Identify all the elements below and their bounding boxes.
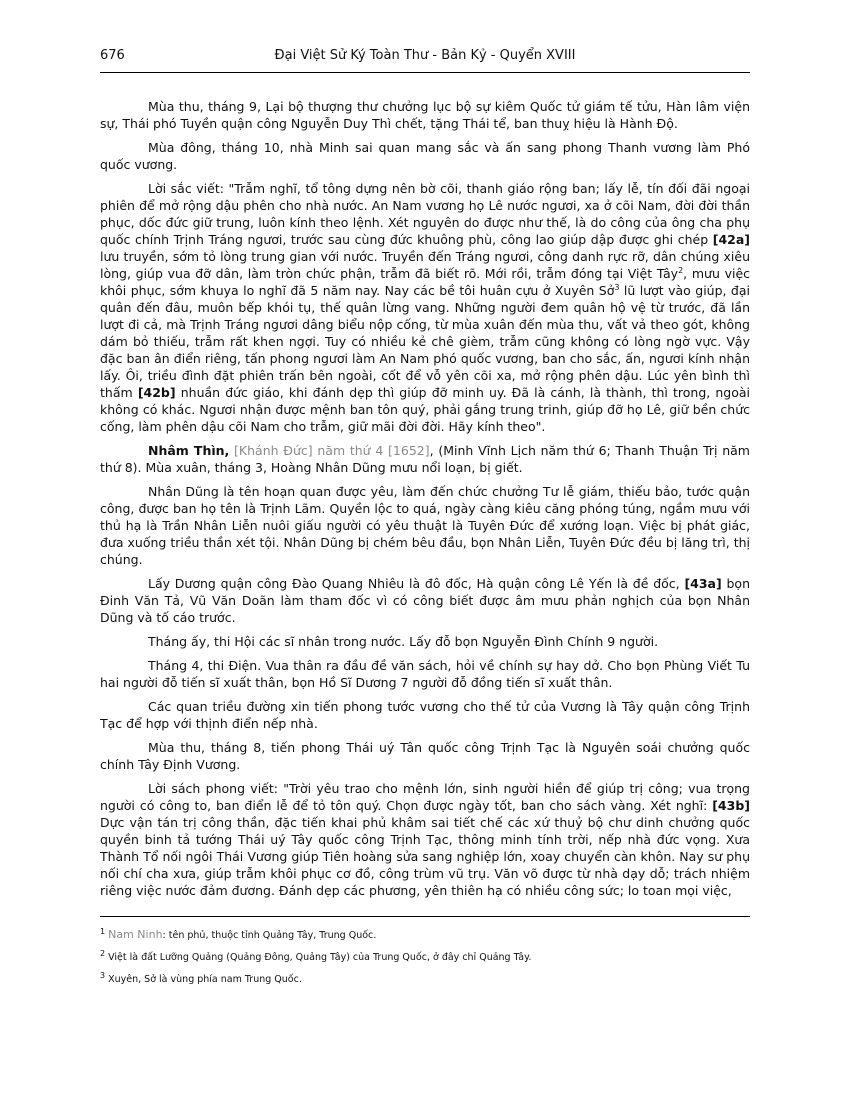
footnotes	[100, 928, 750, 995]
paragraph: Tháng 4, thi Điện. Vua thân ra đầu đề văn sách, hỏi về chính sự hay dở. Cho bọn Phùng Viết Tu hai người đỗ tiến sĩ xuất thân, bọn Hồ Sĩ Dương 7 người đỗ đồng tiến sĩ xuất thân.	[100, 658, 750, 690]
paragraph: Các quan triều đường xin tiến phong tước vương cho thế tử của Vương là Tây quận công Trịnh Tạc để hợp với thịnh điển nếp nhà.	[100, 699, 750, 731]
paragraph-edict: Lời sắc viết: "Trẫm nghĩ, tổ tông dựng nên bờ cõi, thanh giáo rộng ban; lấy lễ, tín đối đãi ngoại phiên để mở rộng dậu phên cho nhà nước. An Nam vương họ Lê nước ngươi, xa ở cõi Nam, đời đời thần phục, dốc đức giữ trung, luôn kính theo lệnh. Xét nguyên do được như thế, là do công của ông cha phụ quốc chính Trịnh Tráng ngươi, trước sau cùng đức khuông phù, công lao giúp dập được ghi chép [42a] lưu truyền, sớm tỏ lòng trung gian với nước. Truyền đến Tráng ngươi, công danh rực rỡ, dân chúng xiêu lòng, giúp vua đỡ dân, làm tròn chức phận, trẫm đã biết rõ. Mới rồi, trẫm đóng tại Việt Tây$^2$, mưu việc khôi phục, sớm khuya lo nghĩ đã 5 năm nay. Nay các bề tôi huân cựu ở Xuyên Sở$^3$ lũ lượt vào giúp, đại quân đến đâu, muôn bếp khói tụ, thế quân lừng vang. Những người đem quân hộ vệ từ trước, đã lần lượt đi cả, mà Trịnh Tráng ngươi dâng biểu nộp cống, từ mùa xuân đến mùa thu, vất vả theo gót, không dám bỏ thiếu, trẫm rất khen ngợi. Tuy có nhiều kẻ chê gièm, trẫm cũng không có lòng ngờ vực. Vậy đặc ban ân điển riêng, tấn phong ngươi làm An Nam phó quốc vương, ban cho sắc, ấn, ngươi kính nhận lấy. Ôi, triều đình đặt phiên trấn bên ngoài, cốt để vỗ yên cõi xa, mở rộng phên dậu. Lúc yên bình thì thấm [42b] nhuần đức giáo, khi đánh dẹp thì giúp đỡ minh uy. Đã là cánh, là thành, thì trong, ngoài không có khác. Ngươi nhận được mệnh ban tôn quý, phải gắng trung trinh, giúp đỡ họ Lê, giữ bền chức cống, làm phên dậu cõi Nam cho trẫm, giữ mãi đời đời. Hãy kính theo".	[100, 181, 751, 434]
paragraph-year-entry: Nhâm Thìn, [Khánh Đức] năm thứ 4 [1652], (Minh Vĩnh Lịch năm thứ 6; Thanh Thuận Trị năm thứ 8). Mùa xuân, tháng 3, Hoàng Nhân Dũng mưu nổi loạn, bị giết.	[100, 443, 750, 475]
footnote-1: $^1$ Nam Ninh: tên phủ, thuộc tỉnh Quảng Tây, Trung Quốc.	[100, 926, 377, 941]
year-heading: Nhâm Thìn,	[148, 443, 230, 458]
paragraph: Mùa đông, tháng 10, nhà Minh sai quan mang sắc và ấn sang phong Thanh vương làm Phó quốc vương.	[100, 140, 750, 172]
body-text	[100, 98, 750, 906]
paragraph: Tháng ấy, thi Hội các sĩ nhân trong nước. Lấy đỗ bọn Nguyễn Đình Chính 9 người.	[148, 634, 659, 649]
paragraph-decree: Lời sách phong viết: "Trời yêu trao cho mệnh lớn, sinh người hiền để giúp trị công; vua trọng người có công to, ban điển lễ để tỏ tôn quý. Chọn được ngày tốt, ban cho sách vàng. Xét nghĩ: [43b] Dực vận tán trị công thần, đặc tiến khai phủ khâm sai tiết chế các xứ thuỷ bộ chư dinh chưởng quốc quyền binh tả tướng Thái uý Tây quốc công Trịnh Tạc, thông minh tính trời, nếp nhà đức vọng. Xưa Thành Tổ nối ngôi Thái Vương giúp Tiên hoàng sửa sang nghiệp lớn, xoay chuyển càn khôn. Nay sư phụ nối chí cha xưa, giúp trẫm khôi phục cơ đồ, công trùm vũ trụ. Văn võ được từ nhà dạy dỗ; trách nhiệm riêng việc nước đảm đương. Đánh dẹp các phương, yên thiên hạ có nhiều công sức; lo toan mọi việc,	[100, 781, 750, 898]
footnote-3: $^3$ Xuyên, Sở là vùng phía nam Trung Quốc.	[100, 970, 302, 985]
paragraph: Mùa thu, tháng 8, tiến phong Thái uý Tân quốc công Trịnh Tạc là Nguyên soái chưởng quốc chính Tây Định Vương.	[100, 740, 750, 772]
folio-marker-42a: [42a]	[712, 232, 750, 247]
running-header	[100, 48, 750, 70]
folio-marker-43a: [43a]	[684, 576, 722, 591]
header-rule	[100, 72, 750, 73]
footnote-2: $^2$ Việt là đất Lưỡng Quảng (Quảng Đông, Quảng Tây) của Trung Quốc, ở đây chỉ Quảng Tây.	[100, 948, 532, 963]
footnote-rule	[100, 916, 750, 917]
footnote-ref-3: 3	[614, 282, 620, 292]
footnote-ref-2: 2	[678, 265, 684, 275]
paragraph: Lấy Dương quận công Đào Quang Nhiêu là đô đốc, Hà quận công Lê Yến là đề đốc, [43a] bọn Đinh Văn Tả, Vũ Văn Doãn làm tham đốc vì có công biết được âm mưu phản nghịch của bọn Nhân Dũng và tố cáo trước.	[100, 576, 750, 625]
folio-marker-42b: [42b]	[137, 385, 176, 400]
footnote-term: Nam Ninh	[108, 928, 163, 941]
paragraph: Nhân Dũng là tên hoạn quan được yêu, làm đến chức chưởng Tư lễ giám, thiếu bảo, tước quận công, được ban họ tên là Trịnh Lãm. Quyền lộc to quá, ngày càng kiêu căng phóng túng, ngầm mưu với thủ hạ là Trần Nhân Liễn nuôi giấu người có yêu thuật là Tuyên Đức để xướng loạn. Việc bị phát giác, đưa xuống triều thần xét tội. Nhân Dũng bị chém bêu đầu, bọn Nhân Liễn, Tuyên Đức đều bị lăng trì, thị chúng.	[100, 484, 750, 567]
paragraph: Mùa thu, tháng 9, Lại bộ thượng thư chưởng lục bộ sự kiêm Quốc tử giám tế tửu, Hàn lâm viện sự, Thái phó Tuyền quận công Nguyễn Duy Thì chết, tặng Thái tể, ban thuỵ hiệu là Hành Độ.	[100, 99, 750, 131]
running-title: Đại Việt Sử Ký Toàn Thư - Bản Kỷ - Quyển XVIII	[274, 48, 576, 63]
reign-year: [Khánh Đức] năm thứ 4 [1652]	[229, 443, 430, 458]
page-number: 676	[100, 48, 125, 63]
folio-marker-43b: [43b]	[712, 798, 750, 813]
